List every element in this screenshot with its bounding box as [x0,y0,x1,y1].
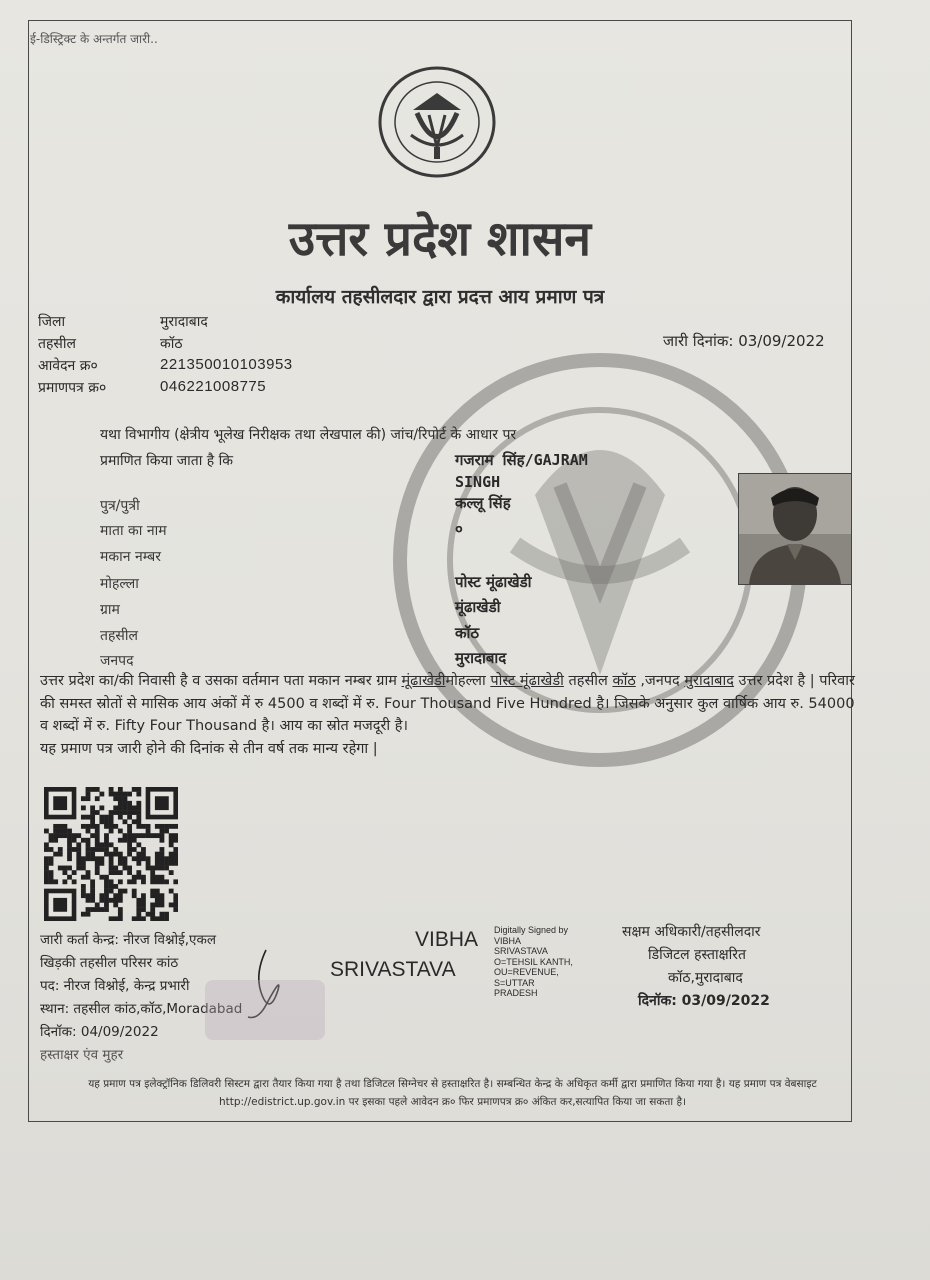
page-title: उत्तर प्रदेश शासन [288,211,592,267]
janpad-value: मुरादाबाद [455,649,507,667]
application-label: आवेदन क्र० [38,358,98,374]
issuer-stamp [200,975,330,1045]
issuer-line3: पद: नीरज विश्नोई, केन्द्र प्रभारी [40,978,190,994]
application-number: 221350010103953 [160,356,293,373]
para-part-3: तहसील [563,673,613,689]
page-subtitle: कार्यालय तहसीलदार द्वारा प्रदत्त आय प्रमाण पत्र [275,286,605,308]
district-value: मुरादाबाद [160,314,208,330]
father-value: कल्लू सिंह [455,494,511,512]
issue-date: जारी दिनांक: 03/09/2022 [663,332,825,350]
issuer-line2: खिड़की तहसील परिसर कांठ [40,955,179,971]
certificate-paragraph [40,670,860,760]
village-value: मूंढाखेडी [455,598,501,616]
para-part-1: उत्तर प्रदेश का/की निवासी है व उसका वर्तमान पता मकान नम्बर ग्राम [40,673,402,689]
row-tehsil-value: कॉठ [455,624,480,642]
mohalla-value: पोस्ट मूंढाखेडी [455,573,532,591]
top-note: ई-डिस्ट्रिक्ट के अन्तर्गत जारी.. [30,32,158,46]
footer-note: यह प्रमाण पत्र इलेक्ट्रॉनिक डिलिवरी सिस्टम द्वारा तैयार किया गया है तथा डिजिटल सिग्नेचर से हस्ताक्षरित है। सम्बन्धित केन्द्र के अधिकृत कर्मी द्वारा प्रमाणित किया गया है। यह प्रमाण पत्र वेबसाइट http://edistrict.up.gov.in पर इसका पहले आवेदन क्र० फिर प्रमाणपत्र क्र० अंकित कर,सत्यापित किया जा सकता है। [88,1078,817,1108]
district-label: जिला [38,314,66,330]
para-validity: यह प्रमाण पत्र जारी होने की दिनांक से तीन वर्ष तक मान्य रहेगा | [40,740,378,757]
mohalla-label: मोहल्ला [100,576,139,592]
issuer-line1: जारी कर्ता केन्द्र: नीरज विश्नोई,एकल [40,932,216,948]
certificate-label: प्रमाणपत्र क्र० [38,380,107,396]
row-tehsil-label: तहसील [100,628,138,644]
authority-line1: सक्षम अधिकारी/तहसीलदार [622,924,761,940]
para-janpad: मुरादाबाद [684,673,734,689]
authority-line4: दिनॉक: 03/09/2022 [638,993,770,1009]
para-tehsil: कॉठ [612,673,636,689]
authority-line2: डिजिटल हस्ताक्षरित [648,947,746,963]
father-label: पुत्र/पुत्री [100,498,140,514]
issuer-line6: हस्ताक्षर एंव मुहर [40,1047,124,1063]
certificate-number: 046221008775 [160,378,267,395]
village-label: ग्राम [100,602,120,618]
signer-name-1: VIBHA [415,928,479,951]
para-village: मूंढाखेडी [401,673,446,689]
house-label: मकान नम्बर [100,549,162,565]
tehsil-value: कॉठ [160,336,183,352]
tehsil-label: तहसील [38,336,76,352]
name-value-line2: SINGH [455,473,501,491]
applicant-photo [738,473,852,585]
name-value-line1: गजराम सिंह/GAJRAM [455,451,588,469]
para-part-5: उत्तर प्रदेश है | परिवार की समस्त स्रोतों से मासिक आय अंकों में रु 4500 व शब्दों में रु. Four Thousand Five Hundred है। जिसके अनुसार कुल वार्षिक आय रु. 54000 व शब्दों में रु. Fifty Four Thousand है। आय का स्रोत मजदूरी है। [40,673,855,734]
digital-sign-details: Digitally Signed by VIBHA SRIVASTAVA O=TEHSIL KANTH, OU=REVENUE, S=UTTAR PRADESH [494,925,573,998]
intro-line2: प्रमाणित किया जाता है कि [100,453,234,469]
up-emblem-icon [377,65,497,180]
janpad-label: जनपद [100,653,134,669]
issuer-line5: दिनॉक: 04/09/2022 [40,1024,159,1040]
para-part-4: ,जनपद [635,673,685,689]
mother-label: माता का नाम [100,523,167,539]
issuer-line4: स्थान: तहसील कांठ,कॉठ,Moradabad [40,1001,243,1017]
qr-code [44,787,178,921]
para-part-2: मोहल्ला [445,673,491,689]
signer-name-2: SRIVASTAVA [330,958,456,981]
authority-line3: कॉठ,मुरादाबाद [668,970,743,986]
intro-line1: यथा विभागीय (क्षेत्रीय भूलेख निरीक्षक तथा लेखपाल की) जांच/रिपोर्ट के आधार पर [100,427,517,443]
mother-value: ० [455,520,463,538]
para-mohalla: पोस्ट मूंढाखेडी [490,673,564,689]
